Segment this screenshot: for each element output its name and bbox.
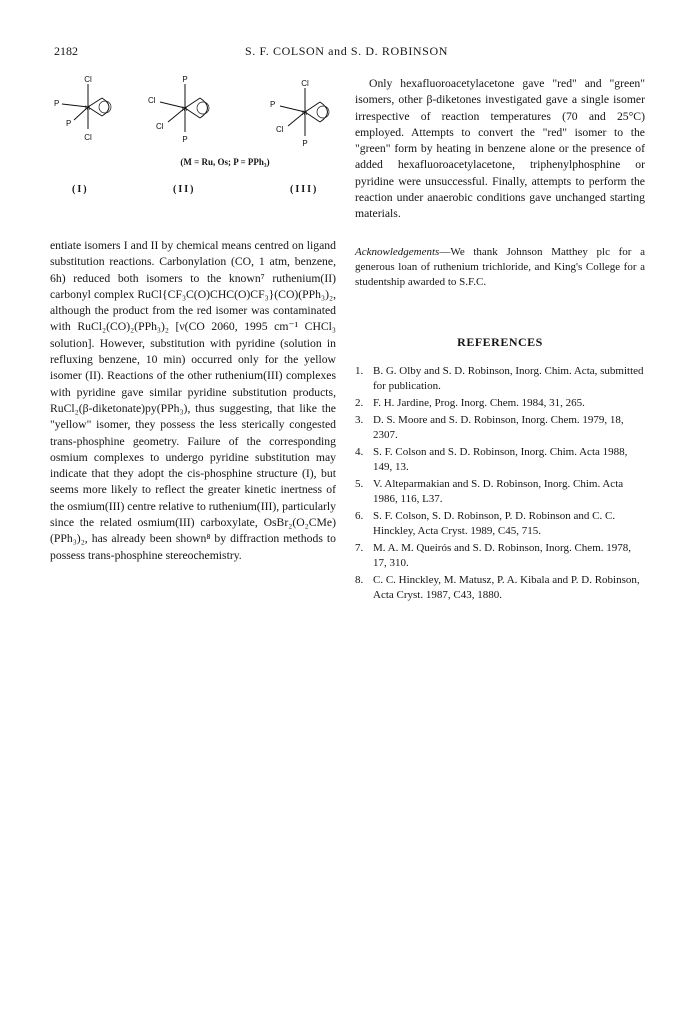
reference-text: D. S. Moore and S. D. Robinson, Inorg. Chem. 1979, 18, 2307. (373, 413, 624, 441)
page-number: 2182 (54, 44, 78, 58)
structures-figure (50, 74, 345, 234)
reference-text: M. A. M. Queirós and S. D. Robinson, Inorg. Chem. 1978, 17, 310. (373, 541, 631, 569)
body-paragraph: Only hexafluoroacetylacetone gave "red" and "green" isomers, other β-diketones investigated gave a single isomer irrespective of reaction temperatures (70 and 25°C) employed. Attempts to convert the "red" isomer to the "green" form by heating in benzene alone or the presence of added hexafluoroacetylacetone, triphenylphosphine or pyridine were unsuccessful. Finally, attempts to perform the reaction under anaerobic conditions gave unchanged starting materials. (355, 77, 645, 221)
reference-text: F. H. Jardine, Prog. Inorg. Chem. 1984, 31, 265. (373, 396, 585, 409)
reference-item (355, 445, 645, 475)
structure-label-iii: (III) (290, 184, 319, 195)
references-list (355, 364, 645, 603)
reference-number: 8. (355, 573, 364, 586)
atom-cl: Cl (301, 79, 309, 88)
structure-label-i: (I) (72, 184, 89, 195)
reference-item (355, 573, 645, 603)
structure-i (54, 75, 111, 142)
atom-p: P (54, 99, 60, 108)
atom-m: M (182, 107, 187, 113)
reference-item (355, 477, 645, 507)
reference-number: 5. (355, 477, 364, 490)
structure-label-ii: (II) (173, 184, 196, 195)
right-column (355, 76, 645, 605)
references-title: REFERENCES (457, 334, 543, 349)
reference-text: S. F. Colson, S. D. Robinson, P. D. Robinson and C. C. Hinckley, Acta Cryst. 1989, C45, 715. (373, 509, 616, 537)
reference-text: C. C. Hinckley, M. Matusz, P. A. Kibala and P. D. Robinson, Acta Cryst. 1987, C43, 1880. (373, 573, 640, 601)
reference-item (355, 396, 645, 411)
reference-item (355, 413, 645, 443)
atom-p: P (182, 135, 188, 144)
reference-item (355, 509, 645, 539)
reference-item (355, 541, 645, 571)
atom-cl: Cl (148, 96, 156, 105)
atom-p: P (270, 100, 276, 109)
body-paragraph: entiate isomers I and II by chemical means centred on ligand substitution reactions. Carbonylation (CO, 1 atm, benzene, 6h) reduced both isomers to the known⁷ ruthenium(II) carbonyl complex RuCl{CF₃C(O)CHC(O)CF₃}(CO)(PPh₃)₂, although the product from the red isomer was contaminated with RuCl₂(CO)₂(PPh₃)₂ [ν(CO 2060, 1995 cm⁻¹ CHCl₃ solution]. However, substitution with pyridine (solution in refluxing benzene, 10 min) occurred only for the yellow isomer (II). Reactions of the other ruthenium(III) complexes with pyridine gave similar pyridine substitution products, RuCl₂(β-diketonate)py(PPh₃), thus suggesting, that like the "yellow" isomer, they possess the less sterically congested trans-phosphine geometry. Failure of the corresponding osmium complexes to undergo pyridine substitution may indicate that they adopt the cis-phosphine structure (I), but seems more likely to reflect the greater kinetic inertness of the osmium(III) centre relative to ruthenium(III), particularly since the related osmium(III) carboxylate, OsBr₂(O₂CMe)(PPh₃)₂, has already been shown⁸ by diffraction methods to possess trans-phosphine stereochemistry. (50, 239, 336, 562)
structures-drawing (50, 74, 345, 234)
reference-number: 3. (355, 413, 364, 426)
reference-number: 1. (355, 364, 364, 377)
reference-item (355, 364, 645, 394)
atom-p: P (182, 75, 188, 84)
reference-text: B. G. Olby and S. D. Robinson, Inorg. Chim. Acta, submitted for publication. (373, 364, 644, 392)
acknowledgements (355, 245, 645, 290)
atom-m: M (302, 111, 307, 117)
atom-cl: Cl (276, 125, 284, 134)
reference-text: V. Alteparmakian and S. D. Robinson, Inorg. Chim. Acta 1986, 116, L37. (373, 477, 624, 505)
acknowledgements-heading: Acknowledgements (355, 245, 440, 258)
acknowledgements-text: —We thank Johnson Matthey plc for a generous loan of ruthenium trichloride, and King's College for a studentship awarded to S.F.C. (355, 245, 645, 288)
atom-cl: Cl (84, 75, 92, 84)
reference-text: S. F. Colson and S. D. Robinson, Inorg. Chim. Acta 1988, 149, 13. (373, 445, 628, 473)
atom-m: M (85, 106, 90, 112)
reference-number: 4. (355, 445, 364, 458)
reference-number: 7. (355, 541, 364, 554)
atom-cl: Cl (156, 122, 164, 131)
atom-p: P (66, 119, 72, 128)
running-head (0, 44, 693, 64)
running-head-authors: S. F. COLSON and S. D. ROBINSON (244, 44, 448, 58)
structure-ii (148, 75, 209, 144)
atom-cl: Cl (84, 133, 92, 142)
atom-p: P (302, 139, 308, 148)
reference-number: 6. (355, 509, 364, 522)
structure-iii (270, 79, 329, 148)
figure-caption: (M = Ru, Os; P = PPh₃) (180, 157, 270, 167)
left-column (50, 238, 336, 564)
reference-number: 2. (355, 396, 364, 409)
